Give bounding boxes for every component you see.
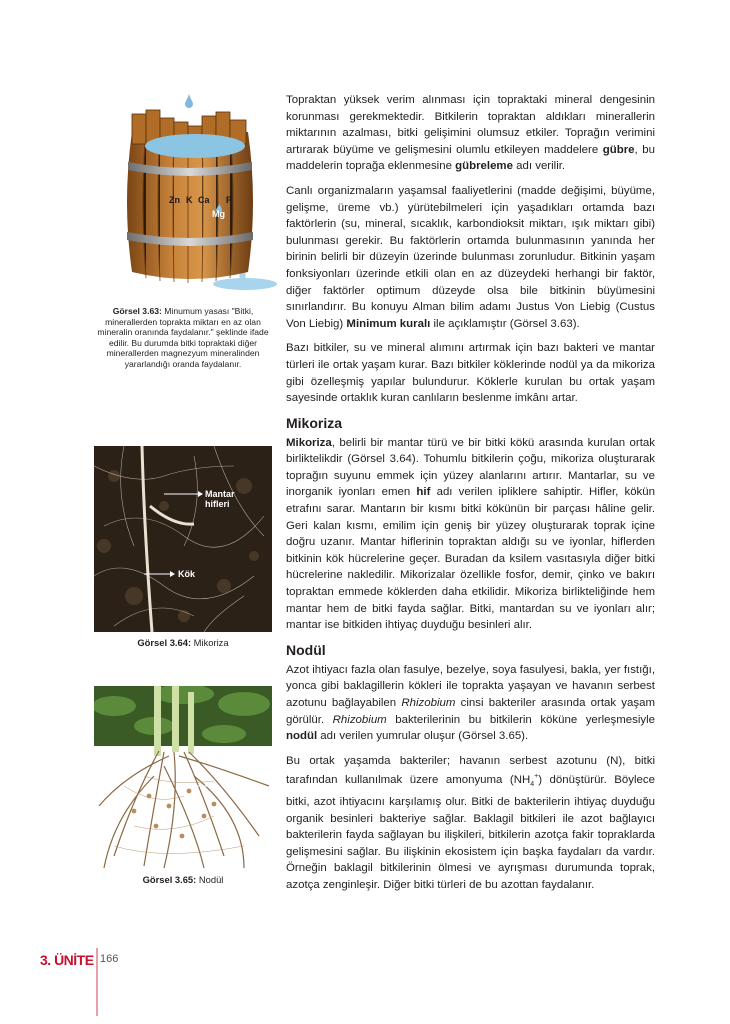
figure-caption-3-64 bbox=[92, 638, 274, 649]
caption-text: Mikoriza bbox=[191, 637, 229, 648]
caption-label: Görsel 3.64: bbox=[137, 637, 192, 648]
paragraph-mikoriza: Mikoriza, belirli bir mantar türü ve bir bitki kökü arasında kurulan ortak birliktelikdir (Görsel 3.64). Tohumlu bitkilerin çoğu, mikoriza oluşturarak toprağın suyunu emmek için yüzey alanlarını artırır. Mantarlar, su ve inorganik iyonları emen hif adı verilen ipliklere sahiptir. Hifler, kökün etrafını sarar. Mantarın bir kısmı bitki kökünün bir parçası hâline gelir. Geri kalan kısmı, emilim için geniş bir yüzey oluşturarak toprak içine doğru uzanır. Mantar hiflerinin topraktan aldığı su ve iyonlar, hiflerden bitkinin kök hücrelerine geçer. Buradan da ksilem vasıtasıyla diğer bitki hücrelerine nakledilir. Mikorizalar özellikle fosfor, demir, çinko ve bakırı topraktan emmede köklerden daha etkilidir. Mikoriza birlikteliğinde hem mantar hem de bitki fayda sağlar. Bitki, mantardan su ve iyonları alır; mantar ise bitkiden ihtiyaç duyduğu besinleri alır. bbox=[286, 436, 655, 632]
label-kok: Kök bbox=[178, 569, 196, 579]
term-minimum-kurali: Minimum kuralı bbox=[346, 317, 431, 330]
caption-text: Nodül bbox=[196, 874, 224, 885]
page-number: 166 bbox=[100, 953, 119, 965]
caption-text: Minumum yasası "Bitki, minerallerden toprakta miktarı en az olan mineralin oranında faydalanır." şeklinde ifade edilir. Bu durumda bitki topraktaki diğer minerallerden magnezyum mineralinden yararlandığı oranda faydalanır. bbox=[97, 306, 269, 369]
barrel-label-mg: Mg bbox=[212, 209, 225, 219]
label-mantar-line1: Mantar bbox=[205, 489, 235, 499]
paragraph-symbiosis: Bazı bitkiler, su ve mineral alımını artırmak için bazı bakteri ve mantar türleri ile ortak yaşam kurar. Bazı bitkiler köklerinde nodül ya da mikoriza gibi özelleşmiş yapılar bulundurur. Köklerle kurulan bu ortak yaşam sayesinde ortaklık kuran canlıların beslenme imkânı artar. bbox=[286, 342, 655, 405]
heading-nodul: Nodül bbox=[286, 641, 326, 658]
paragraph-minimum-law: Canlı organizmaların yaşamsal faaliyetlerini (madde değişimi, büyüme, gelişme, üreme vb.) yürütebilmeleri için yaşadıkları ortamda bazı faktörlerin (su, mineral, sıcaklık, karbondioksit miktarı, ışık miktarı gibi) bulunması gerekir. Bu faktörlerin ortamda bulunmasının yanında her birinin belirli bir düzeyin üzerinde bulunması zorunludur. Bitkinin yaşam fonksiyonları üzerinde etkili olan en az düzeydeki herhangi bir faktör, diğer faktörler optimum düzeyde olsa bile bitkinin büyümesini sınırlandırır. Bu konuyu Alman bilim adamı Justus Von Liebig (Custus Von Liebig) Minimum kuralı ile açıklamıştır (Görsel 3.63). bbox=[286, 184, 655, 330]
term-hif: hif bbox=[416, 486, 431, 499]
caption-label: Görsel 3.63: bbox=[112, 306, 162, 316]
figure-nodule-photo bbox=[94, 686, 272, 868]
term-rhizobium: Rhizobium bbox=[332, 713, 387, 726]
nodule-illustration bbox=[94, 686, 272, 868]
label-mantar-line2: hifleri bbox=[205, 499, 230, 509]
term-nodul: nodül bbox=[286, 730, 318, 743]
mycorrhiza-illustration bbox=[94, 446, 272, 632]
figure-caption-3-65 bbox=[92, 875, 274, 886]
figure-barrel-minimum-law bbox=[110, 92, 280, 302]
label-nodul: Nodül bbox=[226, 782, 252, 792]
barrel-illustration bbox=[110, 92, 280, 302]
caption-label: Görsel 3.65: bbox=[142, 874, 197, 885]
barrel-label-p: P bbox=[226, 195, 233, 205]
term-gubreleme: gübreleme bbox=[455, 160, 513, 173]
term-rhizobium: Rhizobium bbox=[401, 697, 456, 709]
paragraph-fertilizer: Topraktan yüksek verim alınması için topraktaki mineral dengesinin korunması gerekmektedir. Bitkilerin topraktan aldıkları minerallerin miktarının azalması, bitki gelişimini olumsuz etkiler. Toprağın verimini artırarak büyüme ve gelişmesini olumlu etkileyen maddelere gübre, bu maddelerin toprağa eklenmesine gübreleme adı verilir. bbox=[286, 94, 655, 173]
paragraph-nodul-2: Bu ortak yaşamda bakteriler; havanın serbest azotunu (N), bitki tarafından kullanılmak üzere amonyuma $(NH_4^+)$ dönüştürür. Böylece bitki, azot ihtiyacını karşılamış olur. Bitki de bakterilerin ihtiyaç duyduğu organik besinleri bakteriye sağlar. Baklagil bitkileri ile azot bağlayıcı bakterilerin fayda sağlayan bu ilişkileri, bitkilerin azotça fakir topraklarda gelişmesini sağlar. Bu ilişkinin ekosistem için başka faydaları da vardır. Örneğin baklagil bitkilerinin ölmesi ve ayrışması durumunda toprak, azotça zenginleşir. Diğer bitki türleri de bu azottan faydalanır. bbox=[286, 754, 655, 892]
heading-mikoriza: Mikoriza bbox=[286, 414, 343, 431]
label-mantar-hifleri bbox=[205, 489, 235, 509]
term-gubre: gübre bbox=[602, 143, 635, 156]
footer-divider bbox=[96, 948, 98, 1016]
main-text-column bbox=[286, 92, 655, 902]
footer-unit-label: 3. ÜNİTE bbox=[40, 952, 94, 968]
barrel-label-ca: Ca bbox=[198, 195, 210, 205]
paragraph-nodul-1: Azot ihtiyacı fazla olan fasulye, bezelye, soya fasulyesi, bakla, yer fıstığı, yonca gibi baklagillerin kökleri ile toprakta yaşayan ve havanın serbest azotunu bağlayabilen Rhizobium cinsi bakteriler arasında ortak yaşam görülür. Rhizobium bakterilerinin bu bitkilerin köküne yerleşmesiyle nodül adı verilen yumrular oluşur (Görsel 3.65). bbox=[286, 663, 655, 743]
term-mikoriza: Mikoriza bbox=[286, 436, 332, 449]
figure-mycorrhiza-photo bbox=[94, 446, 272, 632]
barrel-label-k: K bbox=[186, 195, 193, 205]
figure-caption-3-63 bbox=[92, 306, 274, 370]
barrel-label-zn: Zn bbox=[169, 195, 180, 205]
